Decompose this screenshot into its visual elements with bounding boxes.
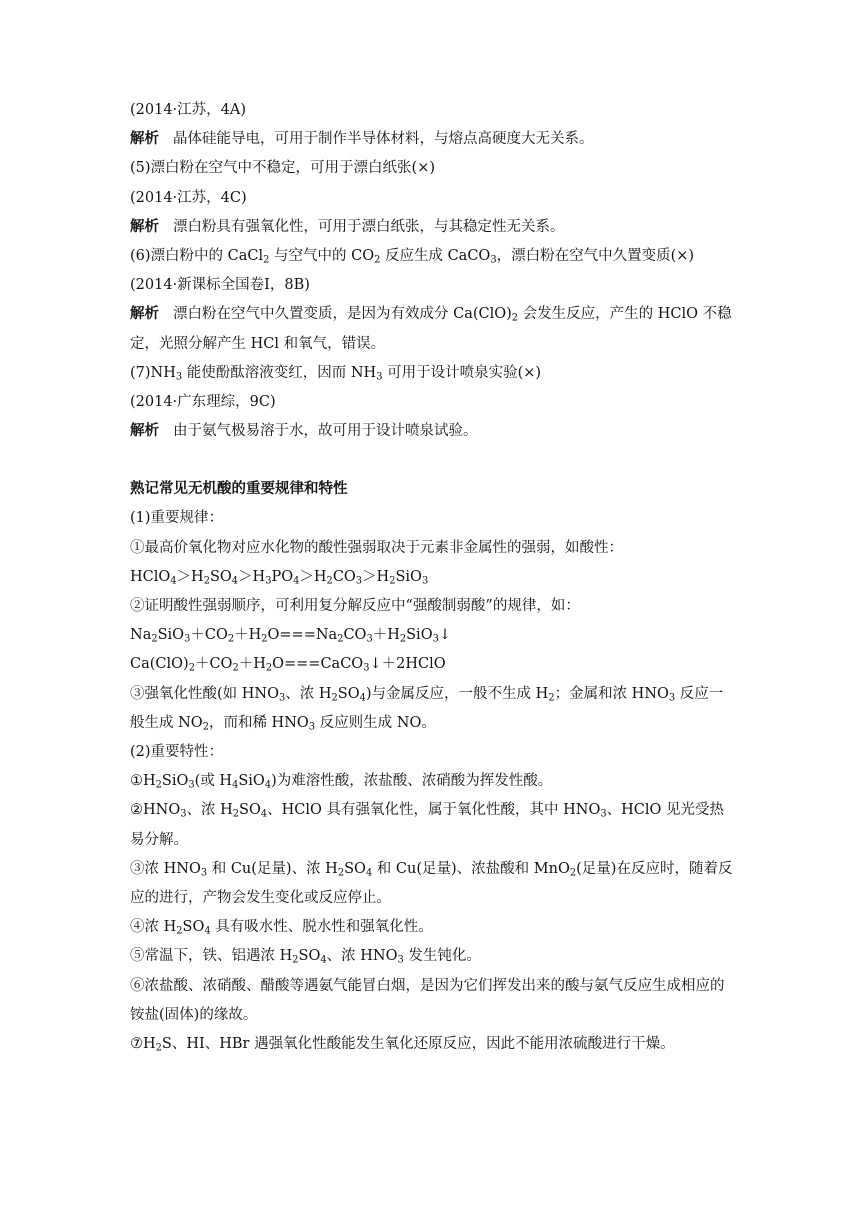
formula-text: $HClO_4>H_2SO_4>H_3PO_4>H_2CO_3>H_2SiO_3$ (130, 568, 429, 587)
document-body (130, 96, 734, 1059)
line-text: (2014·新课标全国卷Ⅰ，8B) (130, 277, 310, 294)
line (130, 534, 734, 563)
line-text: (5)漂白粉在空气中不稳定，可用于漂白纸张(×) (130, 160, 436, 177)
line-text: ⑥浓盐酸、浓硝酸、醋酸等遇氨气能冒白烟，是因为它们挥发出来的酸与氨气反应生成相应的铵盐(固体)的缘故。 (130, 977, 725, 1023)
analysis-text: 漂白粉具有强氧化性，可用于漂白纸张，与其稳定性无关系。 (173, 218, 565, 235)
spacer (130, 446, 734, 475)
line (130, 913, 734, 942)
line (130, 680, 734, 738)
line-text: (1)重要规律： (130, 510, 224, 527)
analysis-text: 漂白粉在空气中久置变质，是因为有效成分 $Ca(ClO)_2$ 会发生反应，产生的 HClO 不稳定，光照分解产生 HCl 和氧气，错误。 (130, 306, 732, 352)
line (130, 855, 734, 913)
line (130, 242, 734, 271)
line (130, 592, 734, 621)
analysis-line (130, 417, 734, 446)
line-text: (6)漂白粉中的 CaCl$_2$ 与空气中的 $CO_2$ 反应生成 CaCO$_3$，漂白粉在空气中久置变质(×) (130, 247, 695, 266)
line-text: ③浓 $HNO_3$ 和 Cu(足量)、浓 $H_2SO_4$ 和 Cu(足量)、浓盐酸和 MnO$_2$(足量)在反应时，随着反应的进行，产物会发生变化或反应停止。 (130, 860, 733, 906)
line (130, 1030, 734, 1059)
analysis-label: 解析 (130, 131, 159, 148)
line (130, 388, 734, 417)
line (130, 271, 734, 300)
line (130, 359, 734, 388)
equation-line (130, 621, 734, 650)
line (130, 767, 734, 796)
equation-text: $Na_2SiO_3+CO_2+H_2O===Na_2CO_3+H_2SiO_3↓$ (130, 627, 452, 645)
line (130, 96, 734, 125)
line-text: (2)重要特性： (130, 744, 224, 760)
line-text: $①H_2SiO_3$(或 $H_4SiO_4$)为难溶性酸，浓盐酸、浓硝酸为挥发性酸。 (130, 773, 553, 791)
heading-text: 熟记常见无机酸的重要规律和特性 (130, 481, 348, 498)
line (130, 796, 734, 854)
analysis-label: 解析 (130, 423, 159, 440)
line-text: $(7)NH_3$ 能使酚酞溶液变红，因而 $NH_3$ 可用于设计喷泉实验(×) (130, 364, 542, 383)
line-text: ③强氧化性酸(如 $HNO_3$、浓 $H_2SO_4$)与金属反应，一般不生成 $H_2$；金属和浓 $HNO_3$ 反应一般生成 $NO_2$，而和稀 $HNO_3$ 反应则生成 NO。 (130, 685, 724, 733)
line (130, 972, 734, 1030)
analysis-text: 由于氨气极易溶于水，故可用于设计喷泉试验。 (173, 423, 478, 440)
line-text: $⑦H_2S$、HI、HBr 遇强氧化性酸能发生氧化还原反应，因此不能用浓硫酸进行干燥。 (130, 1035, 675, 1054)
line (130, 942, 734, 971)
line-text: ②证明酸性强弱顺序，可利用复分解反应中“强酸制弱酸”的规律，如： (130, 598, 580, 615)
line (130, 504, 734, 533)
line-text: (2014·广东理综，9C) (130, 393, 276, 410)
line-text: ④浓 $H_2SO_4$ 具有吸水性、脱水性和强氧化性。 (130, 919, 433, 937)
analysis-text: 晶体硅能导电，可用于制作半导体材料，与熔点高硬度大无关系。 (173, 131, 594, 148)
formula-line (130, 563, 734, 592)
line-text: ⑤常温下，铁、铝遇浓 $H_2SO_4$、浓 $HNO_3$ 发生钝化。 (130, 948, 481, 966)
line (130, 184, 734, 213)
analysis-line (130, 125, 734, 154)
line-text: (2014·江苏，4C) (130, 189, 247, 206)
section-heading (130, 475, 734, 504)
analysis-line (130, 300, 734, 358)
line-text: (2014·江苏，4A) (130, 102, 247, 118)
line (130, 738, 734, 767)
line-text: ①最高价氧化物对应水化物的酸性强弱取决于元素非金属性的强弱，如酸性： (130, 539, 623, 556)
line (130, 154, 734, 183)
analysis-label: 解析 (130, 306, 159, 323)
line-text: $②HNO_3$、浓 $H_2SO_4$、HClO 具有强氧化性，属于氧化性酸，其中 $HNO_3$、HClO 见光受热易分解。 (130, 802, 724, 848)
analysis-line (130, 213, 734, 242)
equation-text: $Ca(ClO)_2+CO_2+H_2O===CaCO_3↓+2HClO$ (130, 656, 446, 674)
analysis-label: 解析 (130, 218, 159, 235)
equation-line (130, 650, 734, 679)
